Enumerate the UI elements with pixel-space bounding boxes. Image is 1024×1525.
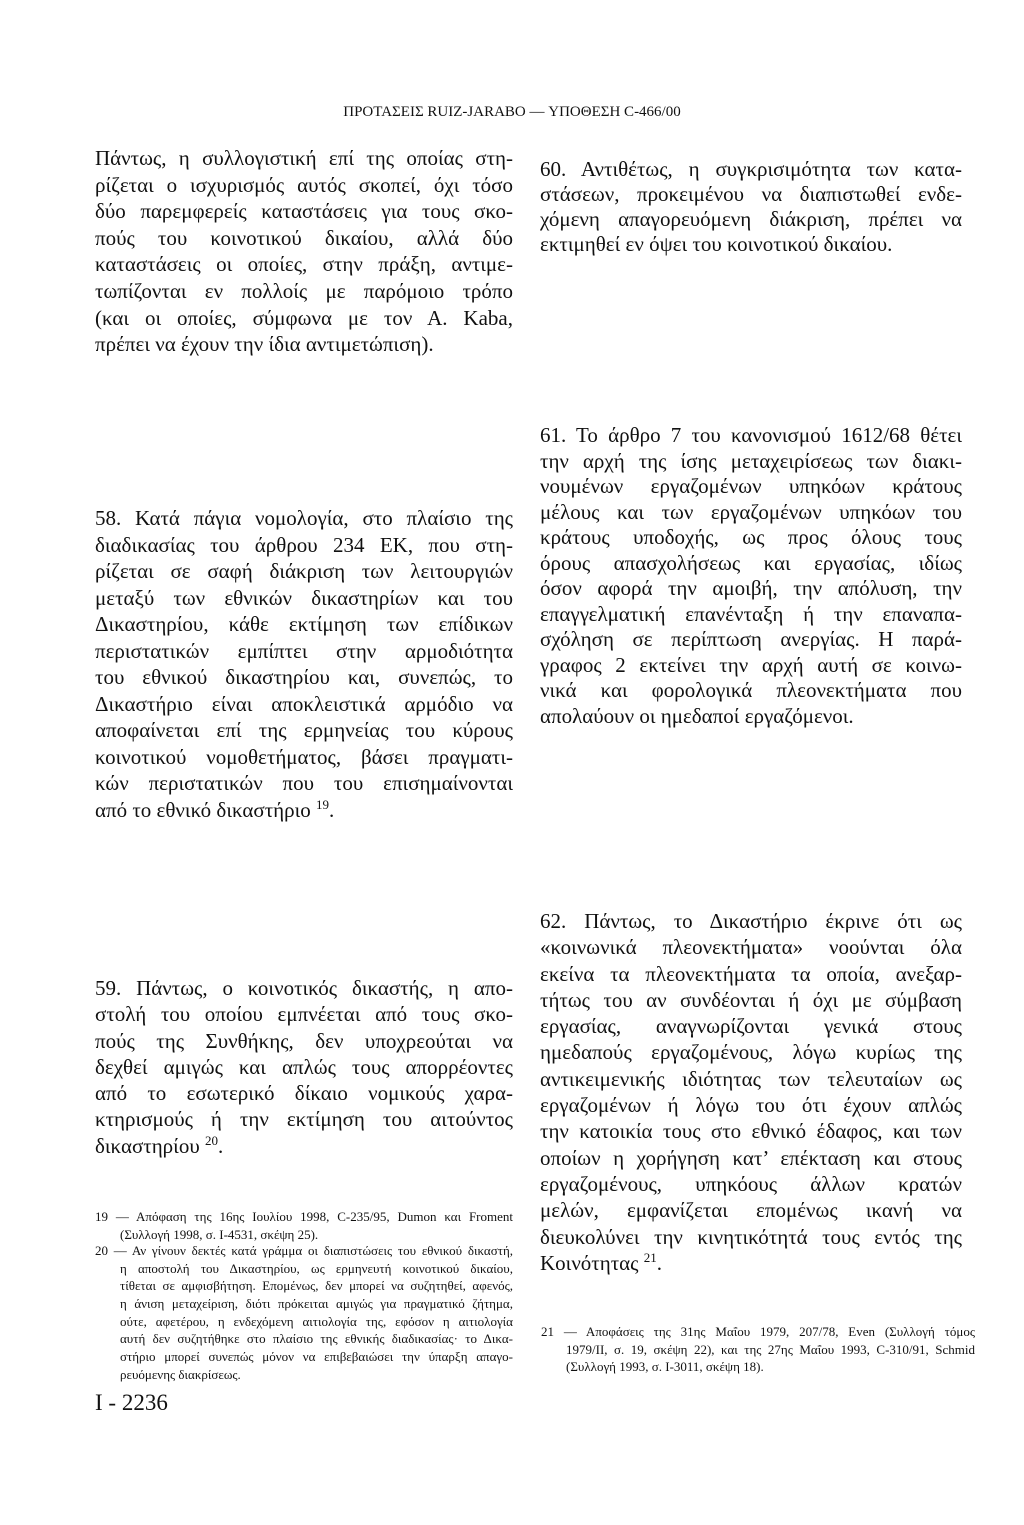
text-line: «κοινωνικά πλεονεκτήματα» νοούνται όλα	[540, 935, 962, 960]
text-line: 59. Πάντως, ο κοινοτικός δικαστής, η απο-	[95, 976, 513, 1000]
text-span: από το εθνικό δικαστήριο	[95, 797, 317, 822]
text-line: νουμένων εργαζομένων υπηκόων κράτους	[540, 474, 962, 498]
text-line: μελών, εμφανίζεται επομένως ικανή να	[540, 1198, 962, 1223]
text-span: .	[329, 797, 335, 822]
paragraph-58	[95, 505, 513, 823]
text-line	[95, 1133, 513, 1159]
text-line: περιστατικών εμπίπτει στην αρμοδιότητα	[95, 638, 513, 663]
text-line: κών περιστατικών που του επισημαίνονται	[95, 771, 513, 795]
text-line: η άνιση μεταχείριση, διότι πρόκειται αμιγώς για πραγματικό ζήτημα,	[120, 1296, 513, 1312]
text-line: δύο παρεμφερείς καταστάσεις για τους σκο-	[95, 199, 513, 224]
text-line: 58. Κατά πάγια νομολογία, στο πλαίσιο της	[95, 506, 513, 530]
paragraph-59	[95, 975, 513, 1159]
text-line: στάσεων, προκειμένου να διαπιστωθεί ενδε-	[540, 182, 962, 206]
text-line: 21 — Αποφάσεις της 31ης Μαΐου 1979, 207/78, Even (Συλλογή τόμος	[541, 1324, 975, 1339]
text-line: εργαζομένων ή λόγω του ότι έχουν απλώς	[540, 1093, 962, 1118]
footnote-20	[95, 1242, 513, 1384]
right-column	[540, 0, 976, 1525]
paragraph-continuation	[95, 145, 513, 358]
text-line: χόμενη απαγορευόμενη διάκριση, πρέπει να	[540, 207, 962, 231]
text-line: καταστάσεις οι οποίες, στην πράξη, αντιμε-	[95, 252, 513, 277]
text-line: νικά και φορολογικά πλεονεκτήματα που	[540, 678, 962, 702]
text-line: 61. Το άρθρο 7 του κανονισμού 1612/68 θέτει	[540, 423, 962, 447]
paragraph-60	[540, 157, 962, 257]
text-span: .	[217, 1133, 224, 1158]
footnote-reference: 21	[643, 1249, 657, 1265]
text-line: η αποστολή του Δικαστηρίου, ως ερμηνευτή κοινοτικού δικαίου,	[120, 1260, 513, 1276]
text-line: δεχθεί αμιγώς και απλώς τους απορρέοντες	[95, 1054, 513, 1079]
footnote-21	[541, 1323, 975, 1376]
text-line: όσον αφορά την αμοιβή, την απόλυση, την	[540, 576, 962, 600]
text-line: αποφαίνεται επί της ερμηνείας του κύρους	[95, 718, 513, 742]
text-line	[540, 1250, 962, 1276]
text-line: την αρχή της ίσης μεταχειρίσεως των διακι-	[540, 448, 962, 473]
text-line: 19 — Απόφαση της 16ης Ιουλίου 1998, C-235/95, Dumon και Froment	[95, 1209, 513, 1224]
text-line: από το εσωτερικό δίκαιο νομικούς χαρα-	[95, 1081, 513, 1106]
text-line: 20 — Αν γίνουν δεκτές κατά γράμμα οι διαπιστώσεις του εθνικού δικαστή,	[95, 1243, 513, 1258]
text-line: (και οι οποίες, σύμφωνα με τον Α. Kaba,	[95, 305, 513, 330]
text-line: τήτως του αν συνδέονται ή όχι με σύμβαση	[540, 987, 962, 1012]
text-line: Δικαστηρίου, κάθε εκτίμηση των επίδικων	[95, 612, 513, 636]
text-line: Πάντως, η συλλογιστική επί της οποίας στη-	[95, 146, 513, 170]
running-header: ΠΡΟΤΑΣΕΙΣ RUIZ-JARABO — ΥΠΟΘΕΣΗ C-466/00	[343, 104, 681, 120]
text-line: εργασίας, αναγνωρίζονται γενικά στους	[540, 1014, 962, 1039]
text-line: 62. Πάντως, το Δικαστήριο έκρινε ότι ως	[540, 909, 962, 933]
left-column	[95, 0, 513, 1525]
text-line: 1979/II, σ. 19, σκέψη 22), και της 27ης Μαΐου 1993, C-310/91, Schmid	[566, 1341, 975, 1357]
text-line: πούς του κοινοτικού δικαίου, αλλά δύο	[95, 225, 513, 250]
text-line: μεταξύ των εθνικών δικαστηρίων και του	[95, 585, 513, 610]
paragraph-61	[540, 423, 962, 729]
text-line: εργαζομένους, υπηκόους άλλων κρατών	[540, 1171, 962, 1196]
footnote-19	[95, 1208, 513, 1243]
text-line: οποίων η χορήγηση κατ’ επέκταση και στους	[540, 1145, 962, 1170]
text-line: τωπίζονται εν πολλοίς με παρόμοιο τρόπο	[95, 278, 513, 303]
text-line: αυτή δεν συζητήθηκε στο πλαίσιο της εθνικής διαδικασίας· το Δικα-	[120, 1331, 513, 1347]
text-line: Δικαστήριο είναι αποκλειστικά αρμόδιο να	[95, 691, 513, 716]
footnote-reference: 20	[204, 1132, 218, 1148]
text-line: του εθνικού δικαστηρίου και, συνεπώς, το	[95, 665, 513, 689]
paragraph-62	[540, 908, 962, 1276]
text-line: ούτε, αφετέρου, η ενδεχόμενη αιτιολογία της, εφόσον η αιτιολογία	[120, 1313, 513, 1329]
text-line: 60. Αντιθέτως, η συγκρισιμότητα των κατα-	[540, 157, 962, 181]
text-line	[95, 797, 513, 824]
text-line: στολή του οποίου εμπνέεται από τους σκο-	[95, 1002, 513, 1027]
text-line: σχόληση σε περίπτωση ανεργίας. Η παρά-	[540, 627, 962, 651]
text-line: αντικειμενικής ιδιότητας των τελευταίων ως	[540, 1066, 962, 1091]
text-line: κράτους υποδοχής, ως προς όλους τους	[540, 525, 962, 549]
text-line: εκτιμηθεί εν όψει του κοινοτικού δικαίου.	[540, 232, 893, 256]
text-line: την κατοικία τους στο εθνικό έδαφος, και των	[540, 1119, 962, 1144]
page-number: I - 2236	[95, 1390, 168, 1415]
text-line: εκείνα τα πλεονεκτήματα τα οποία, ανεξαρ-	[540, 961, 962, 986]
text-line: διευκολύνει την κινητικότητά τους εντός της	[540, 1224, 962, 1249]
text-line: πούς της Συνθήκης, δεν υποχρεούται να	[95, 1028, 513, 1053]
text-span: Κοινότητας	[540, 1250, 644, 1275]
text-span: .	[656, 1250, 663, 1275]
text-line: επαγγελματική επανένταξη ή την επαναπα-	[540, 601, 962, 626]
text-line: γραφος 2 εκτείνει την αρχή αυτή σε κοινω-	[540, 652, 962, 677]
text-line: κτηρισμούς ή την εκτίμηση του αιτούντος	[95, 1107, 513, 1132]
text-line: κοινοτικού νομοθετήματος, βάσει πραγματι-	[95, 744, 513, 769]
text-line: όρους απασχολήσεως και εργασίας, ιδίως	[540, 550, 962, 575]
text-line: ημεδαπούς εργαζομένους, λόγω κυρίως της	[540, 1040, 962, 1065]
text-line: (Συλλογή 1993, σ. I-3011, σκέψη 18).	[566, 1359, 764, 1374]
text-line: στήριο μπορεί συνεπώς μόνον να επιβεβαιώσει την ύπαρξη απαγο-	[120, 1349, 513, 1365]
text-line: τίθεται σε αμφισβήτηση. Επομένως, δεν μπορεί να συζητηθεί, αφενός,	[120, 1278, 513, 1294]
text-line: απολαύουν οι ημεδαποί εργαζόμενοι.	[540, 703, 854, 728]
text-span: δικαστηρίου	[95, 1133, 205, 1158]
footnote-reference: 19	[316, 796, 330, 812]
text-line: ρευόμενης διακρίσεως.	[120, 1366, 241, 1382]
text-line: διαδικασίας του άρθρου 234 ΕΚ, που στη-	[95, 532, 513, 557]
text-line: ρίζεται σε σαφή διάκριση των λειτουργιών	[95, 559, 513, 583]
text-line: (Συλλογή 1998, σ. I-4531, σκέψη 25).	[120, 1226, 319, 1242]
text-line: ρίζεται ο ισχυρισμός αυτός σκοπεί, όχι τόσο	[95, 172, 513, 197]
text-line: μέλους και των εργαζομένων υπηκόων του	[540, 499, 962, 524]
text-line: πρέπει να έχουν την ίδια αντιμετώπιση).	[95, 332, 434, 357]
